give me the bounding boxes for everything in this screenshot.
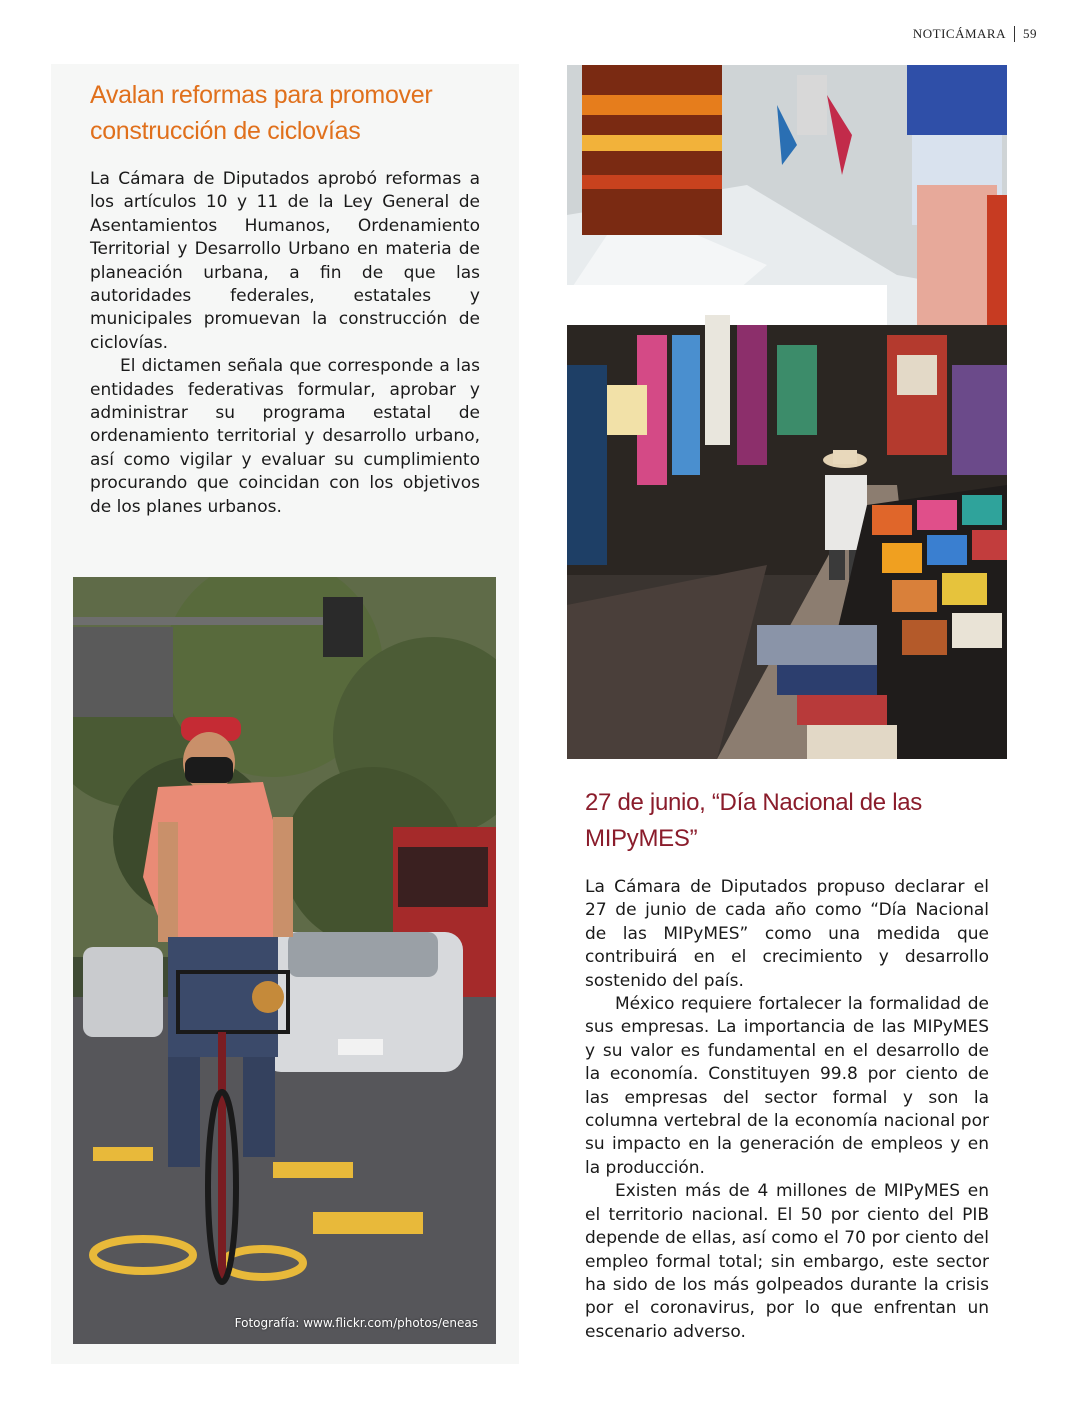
cyclist-photo (73, 577, 496, 1344)
article-title-ciclovias: Avalan reformas para promover construcción de ciclovías (90, 81, 433, 145)
article-body-mipymes (585, 876, 989, 1344)
header-divider (1014, 26, 1015, 42)
paragraph: Existen más de 4 millones de MIPyMES en el territorio nacional. El 50 por ciento del PIB depende de ellas, así como el 70 por ciento del empleo formal total; sin embargo, este sector ha sido de los más golpeados durante la crisis por el coronavirus, por lo que enfrentan un escenario adverso. (585, 1181, 989, 1342)
article-body-ciclovias (90, 168, 480, 519)
magazine-name: NOTICÁMARA (912, 26, 1006, 41)
paragraph: El dictamen señala que corresponde a las entidades federativas formular, aprobar y administrar su programa estatal de ordenamiento territorial y desarrollo urbano, así como vigilar y evaluar su cumplimiento procurando que coincidan con los objetivos de los planes urbanos. (90, 356, 480, 517)
market-photo-illustration (567, 65, 1007, 759)
article-title-mipymes: 27 de junio, “Día Nacional de las MIPyMES” (585, 789, 922, 852)
cyclist-photo-illustration (73, 577, 496, 1344)
running-header (913, 26, 1037, 42)
paragraph: La Cámara de Diputados propuso declarar el 27 de junio de cada año como “Día Nacional de las MIPyMES” como una medida que contribuirá en el crecimiento y desarrollo sostenido del país. (585, 877, 989, 991)
page-number: 59 (1023, 26, 1037, 41)
photo-credit: Fotografía: www.flickr.com/photos/eneas (234, 1316, 478, 1330)
market-photo (567, 65, 1007, 759)
paragraph: México requiere fortalecer la formalidad de sus empresas. La importancia de las MIPyMES y su valor es fundamental en el desarrollo de la economía. Constituyen 99.8 por ciento de las empresas del sector formal y son la columna vertebral de la economía nacional por su impacto en la generación de empleos y en la producción. (585, 994, 989, 1178)
paragraph: La Cámara de Diputados aprobó reformas a los artículos 10 y 11 de la Ley General de Asentamientos Humanos, Ordenamiento Territorial y Desarrollo Urbano en materia de planeación urbana, a fin de que las autoridades federales, estatales y municipales promuevan la construcción de ciclovías. (90, 169, 480, 353)
